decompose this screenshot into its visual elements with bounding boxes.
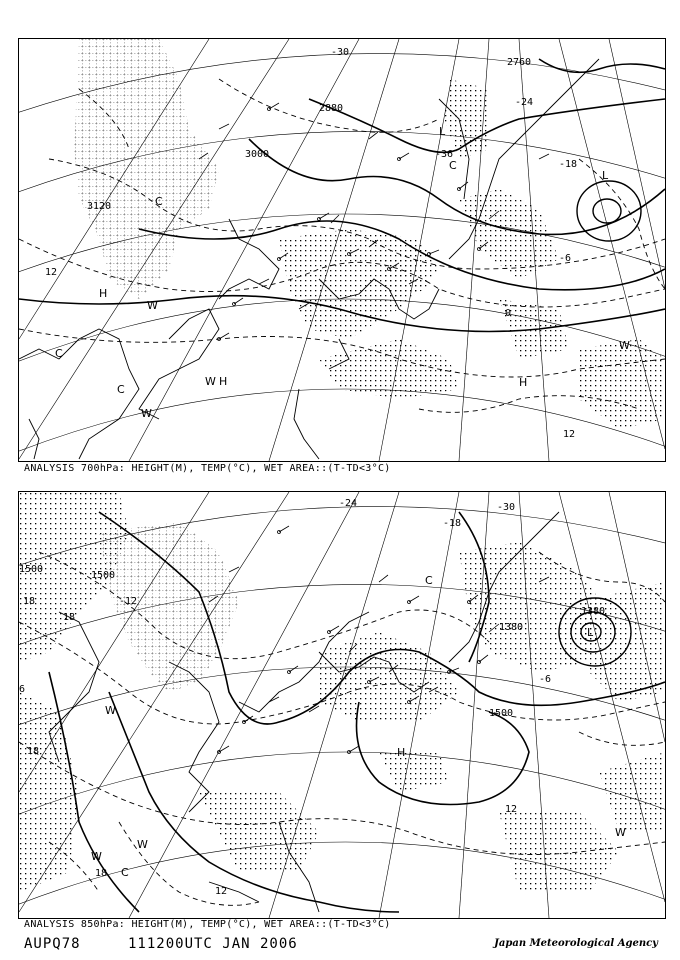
pressure-center-symbol: C [425,574,433,587]
pressure-center-symbol: H [397,746,406,759]
height-label-3120: 3120 [87,201,112,212]
caption-700hpa: ANALYSIS 700hPa: HEIGHT(M), TEMP(°C), WET AREA::(T-TD<3°C) [24,463,391,474]
pressure-center-symbol: W [105,704,116,717]
pressure-center-symbol: C [155,195,163,208]
height-label-1500: 1500 [19,564,44,575]
pressure-center-symbol: H [519,376,528,389]
temp-label: -24 [339,498,358,509]
temp-label: 6 [19,684,26,695]
height-label-1500: 1500 [91,570,116,581]
temp-label: 18 [23,596,36,607]
height-label-2880: 2880 [319,103,344,114]
temp-label: 18 [63,612,76,623]
pressure-center-symbol: W [147,299,158,312]
pressure-center-symbol: C [449,159,457,172]
map-700hpa-canvas [19,39,665,461]
temp-label: 12 [215,886,228,897]
caption-850hpa: ANALYSIS 850hPa: HEIGHT(M), TEMP(°C), WET AREA::(T-TD<3°C) [24,919,391,930]
temp-label: -18 [559,159,578,170]
pressure-center-symbol: W [137,838,148,851]
pressure-center-symbol: C [117,383,125,396]
temp-label: 18 [27,746,40,757]
pressure-center-symbol: W [619,339,630,352]
pressure-center-symbol: L [587,626,594,639]
temp-label: 12 [563,429,576,440]
pressure-center-symbol: L [439,125,446,138]
height-label-1380: 1380 [499,622,524,633]
pressure-center-symbol: L [602,169,609,182]
product-code: AUPQ78 [24,936,81,952]
pressure-center-symbol: W [205,375,216,388]
temp-label: -24 [515,97,534,108]
pressure-center-symbol: C [121,866,129,879]
temp-label: -18 [443,518,462,529]
height-label-1380: 1380 [581,606,606,617]
pressure-center-symbol: H [99,287,108,300]
temp-label: -36 [435,149,454,160]
temp-label: 0 [505,308,512,319]
temp-label: 18 [95,868,108,879]
temp-label: -12 [119,596,138,607]
map-700hpa [18,38,666,462]
pressure-center-symbol: C [55,347,63,360]
temp-label: -30 [497,502,516,513]
height-label-2760: 2760 [507,57,532,68]
temp-label: -30 [331,47,350,58]
valid-time: 111200UTC JAN 2006 [128,936,298,952]
temp-label: 12 [45,267,58,278]
height-label-3000: 3000 [245,149,270,160]
map-850hpa [18,491,666,919]
pressure-center-symbol: H [219,375,228,388]
agency-credit: Japan Meteorological Agency [494,938,658,949]
temp-label: -6 [539,674,552,685]
wet-area-group [19,492,665,892]
pressure-center-symbol: W [141,407,152,420]
temp-label: -6 [559,253,572,264]
height-label-1500: 1500 [489,708,514,719]
map-850hpa-canvas [19,492,665,918]
pressure-center-symbol: W [615,826,626,839]
pressure-center-symbol: W [91,850,102,863]
temp-label: 12 [505,804,518,815]
